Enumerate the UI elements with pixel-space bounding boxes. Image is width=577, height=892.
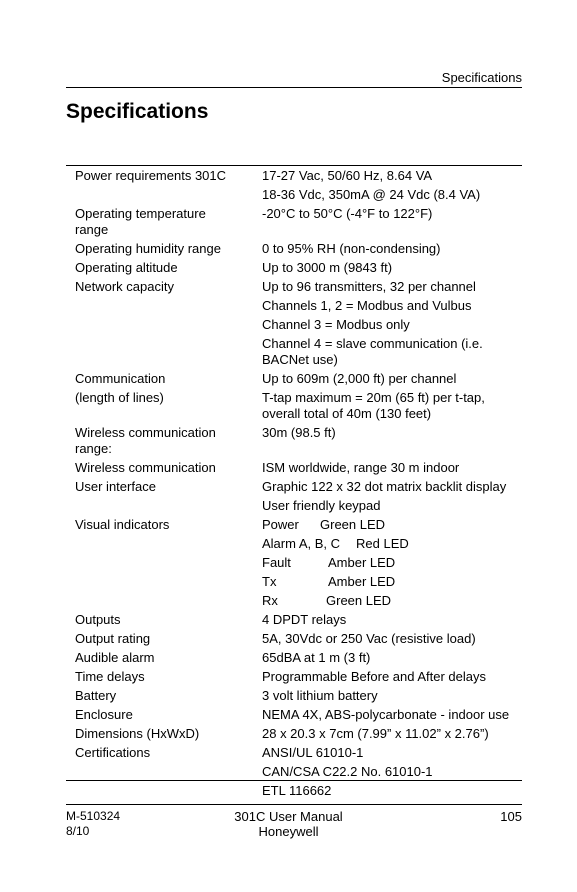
spec-label: Wireless communication bbox=[75, 459, 216, 475]
spec-row bbox=[75, 743, 525, 800]
spec-row bbox=[75, 204, 525, 239]
spec-label: Time delays bbox=[75, 668, 145, 684]
table-bottom-rule bbox=[66, 780, 522, 781]
spec-label: Operating temperature range bbox=[75, 205, 206, 237]
spec-row bbox=[75, 388, 525, 423]
page-number: 105 bbox=[500, 809, 522, 824]
spec-label: Output rating bbox=[75, 630, 151, 646]
spec-row bbox=[75, 458, 525, 477]
spec-value: Graphic 122 x 32 dot matrix backlit display bbox=[262, 478, 507, 494]
spec-value: 65dBA at 1 m (3 ft) bbox=[262, 649, 371, 665]
spec-value: 0 to 95% RH (non-condensing) bbox=[262, 240, 441, 256]
spec-value: Up to 96 transmitters, 32 per channel bbox=[262, 278, 476, 294]
spec-value: Up to 3000 m (9843 ft) bbox=[262, 259, 393, 275]
spec-value: 3 volt lithium battery bbox=[262, 687, 378, 703]
spec-row bbox=[75, 629, 525, 648]
spec-label: User interface bbox=[75, 478, 156, 494]
indicator-color: Amber LED bbox=[328, 573, 396, 589]
spec-value: T-tap maximum = 20m (65 ft) per t-tap, overall total of 40m (130 feet) bbox=[262, 389, 485, 421]
spec-value: User friendly keypad bbox=[262, 497, 381, 513]
spec-value: 4 DPDT relays bbox=[262, 611, 347, 627]
indicator-color: Red LED bbox=[356, 535, 409, 551]
spec-label: Enclosure bbox=[75, 706, 133, 722]
footer-rule bbox=[66, 804, 522, 805]
footer-right bbox=[500, 809, 522, 824]
indicator-line bbox=[262, 515, 525, 534]
spec-row bbox=[75, 705, 525, 724]
spec-label: Network capacity bbox=[75, 278, 174, 294]
spec-row bbox=[75, 667, 525, 686]
page-title: Specifications bbox=[66, 100, 209, 123]
indicator-name: Rx bbox=[262, 592, 278, 608]
spec-label: Dimensions (HxWxD) bbox=[75, 725, 200, 741]
spec-value: ANSI/UL 61010-1 bbox=[262, 744, 364, 760]
indicator-line bbox=[262, 534, 525, 553]
spec-label: Power requirements 301C bbox=[75, 167, 227, 183]
spec-value: Channel 4 = slave communication (i.e. BACNet use) bbox=[262, 335, 483, 367]
doc-date: 8/10 bbox=[66, 824, 90, 838]
spec-value: 28 x 20.3 x 7cm (7.99” x 11.02” x 2.76”) bbox=[262, 725, 489, 741]
spec-value: 18-36 Vdc, 350mA @ 24 Vdc (8.4 VA) bbox=[262, 186, 481, 202]
spec-label: (length of lines) bbox=[75, 389, 164, 405]
spec-row bbox=[75, 239, 525, 258]
spec-label: Wireless communication range: bbox=[75, 424, 216, 456]
spec-label: Outputs bbox=[75, 611, 121, 627]
spec-value: 30m (98.5 ft) bbox=[262, 424, 336, 440]
indicator-color: Green LED bbox=[326, 592, 392, 608]
spec-row bbox=[75, 610, 525, 629]
indicator-name: Fault bbox=[262, 554, 291, 570]
spec-row bbox=[75, 258, 525, 277]
spec-row bbox=[75, 477, 525, 515]
header-rule bbox=[66, 87, 522, 88]
spec-table bbox=[75, 166, 525, 800]
spec-row bbox=[75, 686, 525, 705]
spec-value: ISM worldwide, range 30 m indoor bbox=[262, 459, 460, 475]
company-name: Honeywell bbox=[258, 824, 319, 839]
spec-row bbox=[75, 724, 525, 743]
spec-value: -20°C to 50°C (-4°F to 122°F) bbox=[262, 205, 433, 221]
footer-center bbox=[0, 809, 577, 839]
spec-label: Visual indicators bbox=[75, 516, 170, 532]
spec-row bbox=[75, 277, 525, 369]
spec-label: Audible alarm bbox=[75, 649, 155, 665]
spec-value: Channel 3 = Modbus only bbox=[262, 316, 410, 332]
spec-value: NEMA 4X, ABS-polycarbonate - indoor use bbox=[262, 706, 510, 722]
indicator-line bbox=[262, 572, 525, 591]
spec-row bbox=[75, 369, 525, 388]
spec-label: Certifications bbox=[75, 744, 151, 760]
manual-title: 301C User Manual bbox=[234, 809, 343, 824]
indicator-color: Amber LED bbox=[328, 554, 396, 570]
indicator-name: Power bbox=[262, 516, 299, 532]
spec-value: ETL 116662 bbox=[262, 782, 332, 798]
spec-row bbox=[75, 166, 525, 204]
indicator-line bbox=[262, 553, 525, 572]
spec-label: Operating altitude bbox=[75, 259, 178, 275]
indicator-color: Green LED bbox=[320, 516, 386, 532]
spec-row bbox=[75, 515, 525, 610]
doc-number: M-510324 bbox=[66, 809, 121, 823]
spec-value: 17-27 Vac, 50/60 Hz, 8.64 VA bbox=[262, 167, 433, 183]
spec-label: Battery bbox=[75, 687, 117, 703]
spec-value: Programmable Before and After delays bbox=[262, 668, 487, 684]
indicator-line bbox=[262, 591, 525, 610]
indicator-name: Alarm A, B, C bbox=[262, 535, 341, 551]
running-head: Specifications bbox=[441, 70, 522, 85]
spec-value: 5A, 30Vdc or 250 Vac (resistive load) bbox=[262, 630, 476, 646]
spec-label: Operating humidity range bbox=[75, 240, 221, 256]
indicator-name: Tx bbox=[262, 573, 277, 589]
spec-value: CAN/CSA C22.2 No. 61010-1 bbox=[262, 763, 433, 779]
spec-label: Communication bbox=[75, 370, 166, 386]
spec-value: Up to 609m (2,000 ft) per channel bbox=[262, 370, 457, 386]
spec-row bbox=[75, 423, 525, 458]
spec-value: Channels 1, 2 = Modbus and Vulbus bbox=[262, 297, 472, 313]
spec-row bbox=[75, 648, 525, 667]
